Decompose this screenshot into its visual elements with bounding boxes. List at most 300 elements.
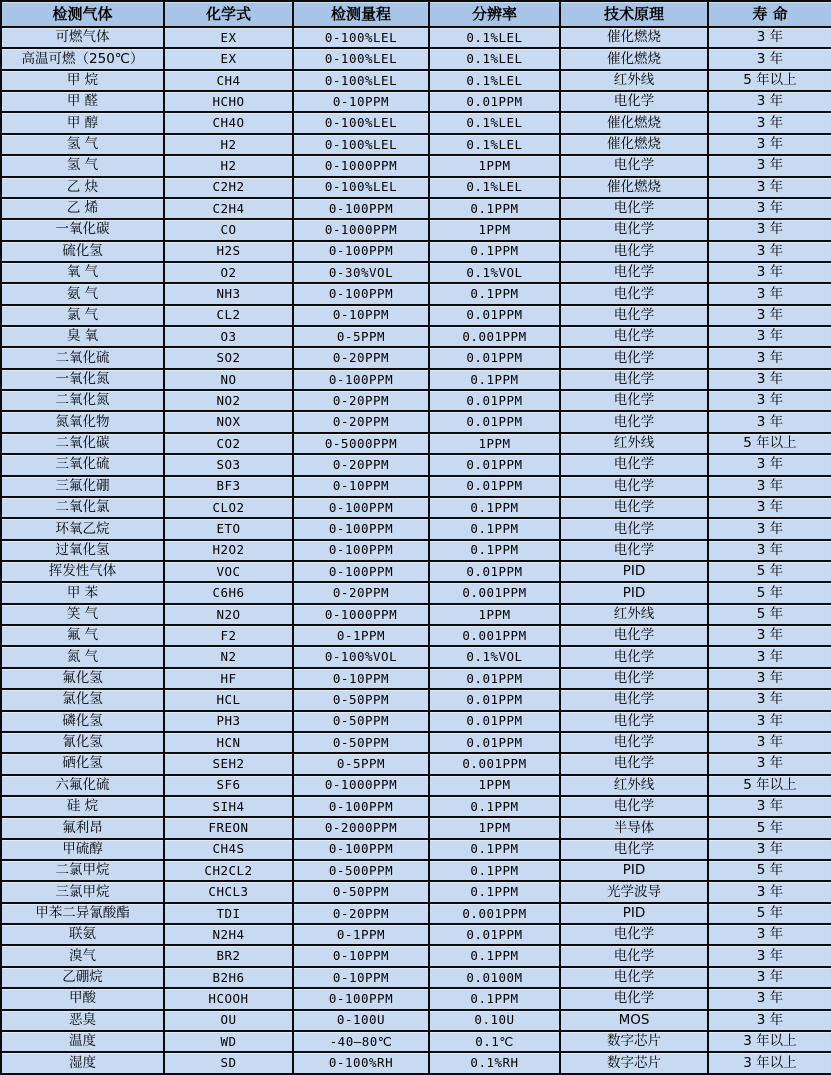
cell-resolution: 0.0100M [429, 967, 560, 988]
table-row [1, 155, 831, 176]
cell-lifespan: 3 年 [708, 390, 831, 411]
cell-formula: NO2 [164, 390, 293, 411]
cell-range: 0-5000PPM [293, 433, 429, 454]
cell-gas: 三氯甲烷 [1, 881, 164, 902]
cell-range: 0-1PPM [293, 625, 429, 646]
table-row [1, 967, 831, 988]
cell-gas: 环氧乙烷 [1, 518, 164, 539]
cell-range: 0-100%LEL [293, 134, 429, 155]
cell-resolution: 0.01PPM [429, 711, 560, 732]
cell-principle: 电化学 [560, 967, 708, 988]
cell-formula: NO [164, 369, 293, 390]
cell-range: 0-1000PPM [293, 775, 429, 796]
cell-gas: 过氧化氢 [1, 540, 164, 561]
cell-resolution: 0.1%LEL [429, 48, 560, 69]
table-row [1, 561, 831, 582]
table-row [1, 48, 831, 69]
table-row [1, 518, 831, 539]
cell-range: 0-100PPM [293, 540, 429, 561]
cell-lifespan: 5 年 [708, 903, 831, 924]
cell-lifespan: 3 年 [708, 518, 831, 539]
cell-gas: 三氧化硫 [1, 454, 164, 475]
cell-gas: 氟 气 [1, 625, 164, 646]
table-row [1, 1052, 831, 1074]
cell-formula: NOX [164, 411, 293, 432]
cell-resolution: 0.1PPM [429, 796, 560, 817]
cell-lifespan: 3 年 [708, 646, 831, 667]
cell-resolution: 0.1PPM [429, 241, 560, 262]
cell-lifespan: 5 年 [708, 582, 831, 603]
cell-gas: 一氧化氮 [1, 369, 164, 390]
cell-lifespan: 3 年 [708, 497, 831, 518]
cell-principle: 数字芯片 [560, 1052, 708, 1074]
cell-lifespan: 3 年 [708, 134, 831, 155]
cell-lifespan: 3 年 [708, 454, 831, 475]
cell-range: 0-30%VOL [293, 262, 429, 283]
cell-gas: 甲苯二异氰酸酯 [1, 903, 164, 924]
cell-resolution: 0.01PPM [429, 476, 560, 497]
cell-resolution: 0.01PPM [429, 924, 560, 945]
cell-resolution: 0.1PPM [429, 839, 560, 860]
cell-gas: 甲 醛 [1, 91, 164, 112]
cell-lifespan: 3 年 [708, 881, 831, 902]
cell-range: 0-100PPM [293, 241, 429, 262]
cell-gas: 硫化氢 [1, 241, 164, 262]
cell-principle: 电化学 [560, 732, 708, 753]
cell-principle: 红外线 [560, 70, 708, 91]
cell-lifespan: 3 年 [708, 625, 831, 646]
cell-lifespan: 5 年以上 [708, 70, 831, 91]
cell-gas: 氮氧化物 [1, 411, 164, 432]
cell-range: 0-100%RH [293, 1052, 429, 1074]
cell-resolution: 0.1PPM [429, 198, 560, 219]
cell-range: 0-100%LEL [293, 48, 429, 69]
cell-lifespan: 5 年以上 [708, 775, 831, 796]
table-row [1, 198, 831, 219]
cell-principle: 电化学 [560, 347, 708, 368]
cell-lifespan: 3 年 [708, 48, 831, 69]
table-row [1, 711, 831, 732]
table-row [1, 732, 831, 753]
cell-formula: SO3 [164, 454, 293, 475]
table-row [1, 1031, 831, 1052]
cell-lifespan: 3 年 [708, 347, 831, 368]
cell-lifespan: 5 年 [708, 561, 831, 582]
cell-range: 0-20PPM [293, 347, 429, 368]
cell-resolution: 0.1PPM [429, 881, 560, 902]
table-row [1, 433, 831, 454]
cell-formula: CH4 [164, 70, 293, 91]
cell-lifespan: 3 年 [708, 112, 831, 133]
header-formula: 化学式 [164, 1, 293, 27]
cell-gas: 硒化氢 [1, 753, 164, 774]
cell-principle: 电化学 [560, 219, 708, 240]
cell-gas: 甲 烷 [1, 70, 164, 91]
cell-resolution: 0.1PPM [429, 945, 560, 966]
cell-formula: NH3 [164, 283, 293, 304]
table-row [1, 347, 831, 368]
cell-range: 0-100PPM [293, 988, 429, 1009]
cell-range: 0-100PPM [293, 839, 429, 860]
cell-range: 0-10PPM [293, 91, 429, 112]
cell-lifespan: 5 年 [708, 604, 831, 625]
cell-resolution: 0.1℃ [429, 1031, 560, 1052]
cell-resolution: 0.10U [429, 1010, 560, 1031]
cell-lifespan: 5 年以上 [708, 433, 831, 454]
cell-resolution: 0.1PPM [429, 988, 560, 1009]
cell-range: 0-100%VOL [293, 646, 429, 667]
cell-formula: OU [164, 1010, 293, 1031]
cell-lifespan: 3 年 [708, 924, 831, 945]
cell-principle: 电化学 [560, 540, 708, 561]
cell-resolution: 0.01PPM [429, 454, 560, 475]
cell-range: 0-100PPM [293, 497, 429, 518]
cell-gas: 联氨 [1, 924, 164, 945]
cell-range: 0-100%LEL [293, 177, 429, 198]
cell-principle: 电化学 [560, 326, 708, 347]
table-row [1, 540, 831, 561]
cell-principle: 催化燃烧 [560, 177, 708, 198]
table-row [1, 646, 831, 667]
cell-range: 0-50PPM [293, 732, 429, 753]
cell-principle: 电化学 [560, 198, 708, 219]
cell-resolution: 0.001PPM [429, 625, 560, 646]
cell-resolution: 0.1%VOL [429, 646, 560, 667]
cell-lifespan: 3 年以上 [708, 1052, 831, 1074]
cell-formula: PH3 [164, 711, 293, 732]
cell-gas: 硅 烷 [1, 796, 164, 817]
cell-principle: 电化学 [560, 91, 708, 112]
cell-range: 0-10PPM [293, 967, 429, 988]
cell-gas: 氟利昂 [1, 817, 164, 838]
cell-gas: 乙 烯 [1, 198, 164, 219]
cell-gas: 六氟化硫 [1, 775, 164, 796]
cell-resolution: 1PPM [429, 219, 560, 240]
cell-resolution: 0.01PPM [429, 561, 560, 582]
cell-formula: CH4O [164, 112, 293, 133]
cell-principle: PID [560, 903, 708, 924]
cell-gas: 三氟化硼 [1, 476, 164, 497]
cell-range: 0-100PPM [293, 198, 429, 219]
cell-principle: 红外线 [560, 775, 708, 796]
cell-formula: CL2 [164, 305, 293, 326]
cell-gas: 氢 气 [1, 155, 164, 176]
table-row [1, 582, 831, 603]
cell-resolution: 0.001PPM [429, 326, 560, 347]
cell-lifespan: 3 年 [708, 796, 831, 817]
cell-principle: 电化学 [560, 753, 708, 774]
table-row [1, 1010, 831, 1031]
cell-principle: 电化学 [560, 476, 708, 497]
table-row [1, 753, 831, 774]
table-row [1, 219, 831, 240]
cell-principle: 电化学 [560, 945, 708, 966]
cell-formula: B2H6 [164, 967, 293, 988]
cell-resolution: 0.01PPM [429, 91, 560, 112]
table-row [1, 924, 831, 945]
table-row [1, 476, 831, 497]
table-row [1, 454, 831, 475]
cell-principle: PID [560, 582, 708, 603]
cell-lifespan: 3 年以上 [708, 1031, 831, 1052]
cell-lifespan: 3 年 [708, 262, 831, 283]
header-row [1, 1, 831, 27]
cell-gas: 甲 醇 [1, 112, 164, 133]
cell-formula: HF [164, 668, 293, 689]
cell-range: 0-10PPM [293, 668, 429, 689]
cell-formula: CH2CL2 [164, 860, 293, 881]
cell-range: 0-100U [293, 1010, 429, 1031]
cell-principle: 电化学 [560, 497, 708, 518]
cell-range: -40—80℃ [293, 1031, 429, 1052]
cell-principle: 电化学 [560, 155, 708, 176]
cell-range: 0-5PPM [293, 326, 429, 347]
cell-lifespan: 3 年 [708, 476, 831, 497]
header-lifespan: 寿 命 [708, 1, 831, 27]
table-row [1, 604, 831, 625]
cell-gas: 高温可燃（250℃） [1, 48, 164, 69]
cell-range: 0-100PPM [293, 518, 429, 539]
cell-resolution: 0.01PPM [429, 732, 560, 753]
cell-principle: 电化学 [560, 390, 708, 411]
cell-resolution: 0.001PPM [429, 903, 560, 924]
cell-lifespan: 3 年 [708, 540, 831, 561]
cell-range: 0-20PPM [293, 390, 429, 411]
header-resolution: 分辨率 [429, 1, 560, 27]
table-row [1, 668, 831, 689]
cell-formula: C2H4 [164, 198, 293, 219]
cell-resolution: 0.1%LEL [429, 177, 560, 198]
cell-range: 0-1PPM [293, 924, 429, 945]
cell-gas: 湿度 [1, 1052, 164, 1074]
cell-formula: CLO2 [164, 497, 293, 518]
cell-range: 0-100PPM [293, 283, 429, 304]
cell-formula: EX [164, 27, 293, 48]
table-row [1, 796, 831, 817]
cell-range: 0-5PPM [293, 753, 429, 774]
cell-principle: 电化学 [560, 454, 708, 475]
cell-resolution: 0.01PPM [429, 390, 560, 411]
cell-formula: SD [164, 1052, 293, 1074]
cell-gas: 二氯甲烷 [1, 860, 164, 881]
cell-range: 0-10PPM [293, 476, 429, 497]
header-gas: 检测气体 [1, 1, 164, 27]
cell-principle: 电化学 [560, 369, 708, 390]
cell-gas: 氨 气 [1, 283, 164, 304]
cell-formula: H2 [164, 134, 293, 155]
table-row [1, 497, 831, 518]
cell-formula: HCL [164, 689, 293, 710]
cell-lifespan: 3 年 [708, 967, 831, 988]
cell-formula: O3 [164, 326, 293, 347]
table-row [1, 390, 831, 411]
cell-principle: 电化学 [560, 796, 708, 817]
cell-resolution: 0.1PPM [429, 283, 560, 304]
cell-lifespan: 3 年 [708, 1010, 831, 1031]
cell-principle: 催化燃烧 [560, 112, 708, 133]
cell-resolution: 0.001PPM [429, 753, 560, 774]
cell-range: 0-20PPM [293, 582, 429, 603]
cell-formula: SIH4 [164, 796, 293, 817]
cell-lifespan: 3 年 [708, 326, 831, 347]
cell-lifespan: 5 年 [708, 817, 831, 838]
cell-formula: BF3 [164, 476, 293, 497]
cell-lifespan: 3 年 [708, 219, 831, 240]
cell-resolution: 1PPM [429, 433, 560, 454]
cell-gas: 恶臭 [1, 1010, 164, 1031]
cell-lifespan: 3 年 [708, 753, 831, 774]
cell-lifespan: 3 年 [708, 91, 831, 112]
cell-lifespan: 3 年 [708, 732, 831, 753]
cell-formula: CO [164, 219, 293, 240]
cell-range: 0-10PPM [293, 305, 429, 326]
cell-formula: O2 [164, 262, 293, 283]
cell-resolution: 1PPM [429, 775, 560, 796]
cell-range: 0-100PPM [293, 561, 429, 582]
cell-resolution: 0.01PPM [429, 305, 560, 326]
table-row [1, 283, 831, 304]
cell-range: 0-1000PPM [293, 219, 429, 240]
table-row [1, 326, 831, 347]
cell-principle: 电化学 [560, 988, 708, 1009]
cell-range: 0-500PPM [293, 860, 429, 881]
table-row [1, 945, 831, 966]
cell-gas: 氧 气 [1, 262, 164, 283]
table-row [1, 411, 831, 432]
cell-resolution: 0.1PPM [429, 497, 560, 518]
cell-gas: 乙 炔 [1, 177, 164, 198]
cell-resolution: 0.1PPM [429, 860, 560, 881]
cell-gas: 甲 苯 [1, 582, 164, 603]
cell-principle: 电化学 [560, 625, 708, 646]
cell-lifespan: 3 年 [708, 945, 831, 966]
cell-lifespan: 3 年 [708, 988, 831, 1009]
cell-gas: 臭 氧 [1, 326, 164, 347]
cell-formula: H2O2 [164, 540, 293, 561]
cell-principle: 数字芯片 [560, 1031, 708, 1052]
cell-gas: 二氧化氮 [1, 390, 164, 411]
cell-resolution: 0.01PPM [429, 411, 560, 432]
cell-lifespan: 3 年 [708, 411, 831, 432]
cell-resolution: 0.1%LEL [429, 112, 560, 133]
table-row [1, 988, 831, 1009]
cell-resolution: 0.1%VOL [429, 262, 560, 283]
cell-lifespan: 3 年 [708, 155, 831, 176]
cell-lifespan: 3 年 [708, 283, 831, 304]
cell-range: 0-100%LEL [293, 112, 429, 133]
cell-formula: TDI [164, 903, 293, 924]
table-row [1, 27, 831, 48]
cell-gas: 氟化氢 [1, 668, 164, 689]
cell-formula: BR2 [164, 945, 293, 966]
cell-formula: C2H2 [164, 177, 293, 198]
cell-formula: HCN [164, 732, 293, 753]
cell-gas: 笑 气 [1, 604, 164, 625]
cell-lifespan: 5 年 [708, 860, 831, 881]
cell-formula: H2 [164, 155, 293, 176]
cell-formula: SF6 [164, 775, 293, 796]
cell-principle: MOS [560, 1010, 708, 1031]
cell-resolution: 0.1PPM [429, 369, 560, 390]
cell-gas: 二氧化硫 [1, 347, 164, 368]
cell-formula: CO2 [164, 433, 293, 454]
table-row [1, 903, 831, 924]
cell-range: 0-100PPM [293, 796, 429, 817]
table-row [1, 177, 831, 198]
cell-formula: ETO [164, 518, 293, 539]
cell-range: 0-20PPM [293, 411, 429, 432]
cell-resolution: 0.01PPM [429, 668, 560, 689]
cell-principle: PID [560, 860, 708, 881]
cell-principle: 电化学 [560, 924, 708, 945]
cell-principle: 电化学 [560, 839, 708, 860]
table-body [1, 27, 831, 1074]
cell-range: 0-50PPM [293, 711, 429, 732]
cell-formula: WD [164, 1031, 293, 1052]
cell-gas: 氢 气 [1, 134, 164, 155]
cell-principle: 电化学 [560, 646, 708, 667]
cell-lifespan: 3 年 [708, 839, 831, 860]
table-row [1, 134, 831, 155]
cell-resolution: 0.1%LEL [429, 134, 560, 155]
cell-principle: 红外线 [560, 433, 708, 454]
cell-gas: 氯化氢 [1, 689, 164, 710]
cell-gas: 一氧化碳 [1, 219, 164, 240]
cell-range: 0-50PPM [293, 881, 429, 902]
cell-gas: 乙硼烷 [1, 967, 164, 988]
cell-resolution: 1PPM [429, 155, 560, 176]
cell-gas: 二氧化氯 [1, 497, 164, 518]
cell-resolution: 1PPM [429, 604, 560, 625]
cell-gas: 甲酸 [1, 988, 164, 1009]
cell-principle: 电化学 [560, 411, 708, 432]
cell-formula: N2O [164, 604, 293, 625]
cell-resolution: 0.1%LEL [429, 27, 560, 48]
cell-principle: 电化学 [560, 283, 708, 304]
cell-formula: VOC [164, 561, 293, 582]
table-row [1, 839, 831, 860]
cell-formula: HCHO [164, 91, 293, 112]
cell-formula: HCOOH [164, 988, 293, 1009]
cell-resolution: 0.01PPM [429, 689, 560, 710]
table-head [1, 1, 831, 27]
table-row [1, 817, 831, 838]
cell-gas: 氰化氢 [1, 732, 164, 753]
cell-principle: 电化学 [560, 305, 708, 326]
cell-range: 0-2000PPM [293, 817, 429, 838]
cell-gas: 二氧化碳 [1, 433, 164, 454]
cell-formula: CH4S [164, 839, 293, 860]
cell-principle: PID [560, 561, 708, 582]
cell-gas: 溴气 [1, 945, 164, 966]
cell-gas: 氮 气 [1, 646, 164, 667]
cell-gas: 磷化氢 [1, 711, 164, 732]
cell-principle: 电化学 [560, 241, 708, 262]
cell-principle: 红外线 [560, 604, 708, 625]
cell-principle: 催化燃烧 [560, 27, 708, 48]
cell-formula: N2 [164, 646, 293, 667]
cell-resolution: 0.1PPM [429, 518, 560, 539]
cell-range: 0-20PPM [293, 454, 429, 475]
cell-formula: C6H6 [164, 582, 293, 603]
cell-principle: 电化学 [560, 689, 708, 710]
table-row [1, 241, 831, 262]
cell-lifespan: 3 年 [708, 241, 831, 262]
cell-gas: 温度 [1, 1031, 164, 1052]
cell-principle: 电化学 [560, 668, 708, 689]
cell-formula: CHCL3 [164, 881, 293, 902]
cell-resolution: 0.001PPM [429, 582, 560, 603]
